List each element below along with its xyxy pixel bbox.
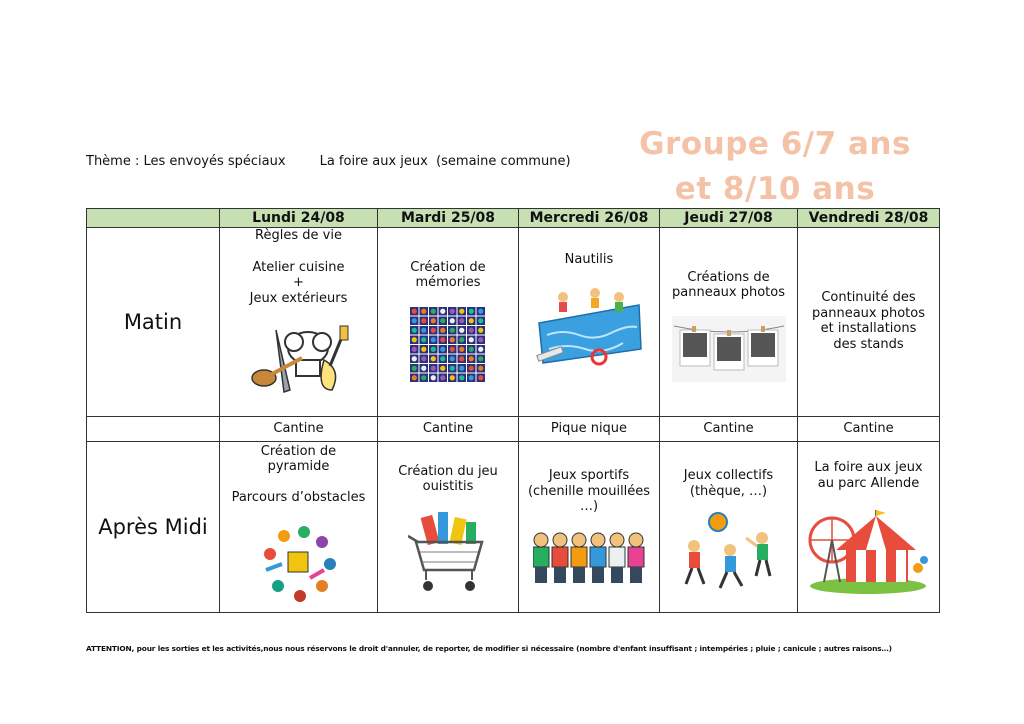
activity-cell-tue-pm: [378, 442, 519, 613]
activity-text: Création de: [410, 260, 486, 275]
lunch-cell: Cantine: [378, 417, 519, 442]
kid-figure: [571, 533, 587, 583]
memory-card-symbol: [421, 328, 426, 333]
memory-card-symbol: [431, 337, 436, 342]
memory-card-symbol: [440, 328, 445, 333]
kid-figure: [590, 533, 606, 583]
memory-card-symbol: [412, 347, 417, 352]
memory-card-symbol: [450, 375, 455, 380]
lunch-cell: Cantine: [798, 417, 940, 442]
memory-card-symbol: [478, 356, 483, 361]
memory-card-symbol: [431, 366, 436, 371]
group-title: [620, 124, 930, 214]
memory-card-symbol: [478, 375, 483, 380]
footer-notice: ATTENTION, pour les sorties et les activités,nous nous réservons le droit d'annuler, de reporter, de modifier si nécessaire (nombre d'enfant insuffisant ; intempéries ; pluie ; canicule ; autres raisons…): [86, 644, 892, 653]
photo-frames-icon: [672, 316, 786, 382]
theme-text: Thème : Les envoyés spéciaux: [86, 154, 286, 169]
activity-text: et installations: [820, 321, 917, 336]
memory-card-symbol: [412, 318, 417, 323]
header-row: [87, 209, 940, 228]
memory-card-symbol: [459, 318, 464, 323]
memory-card-symbol: [440, 356, 445, 361]
row-label-morning: Matin: [87, 228, 220, 417]
corner-cell: [87, 209, 220, 228]
memory-card-symbol: [421, 337, 426, 342]
memory-card-symbol: [421, 309, 426, 314]
memory-card-symbol: [450, 337, 455, 342]
memory-card-symbol: [412, 375, 417, 380]
memory-card-symbol: [469, 375, 474, 380]
kid-figure: [552, 533, 568, 583]
activity-text: Création de: [260, 444, 337, 459]
activity-text: +: [293, 275, 304, 290]
row-label-afternoon: Après Midi: [87, 442, 220, 613]
memory-card-symbol: [459, 356, 464, 361]
memory-card-symbol: [478, 309, 483, 314]
planning-table: [86, 208, 940, 613]
activity-cell-mon-pm: [220, 442, 378, 613]
lunch-row: [87, 417, 940, 442]
memory-card-symbol: [412, 356, 417, 361]
activity-cell-wed-pm: [519, 442, 660, 613]
activity-text: Jeux sportifs: [548, 468, 630, 483]
activity-text: Nautilis: [564, 252, 614, 267]
day-header: Jeudi 27/08: [660, 209, 798, 228]
memory-card-symbol: [440, 318, 445, 323]
memory-card-symbol: [478, 328, 483, 333]
day-header: Mercredi 26/08: [519, 209, 660, 228]
memory-card-symbol: [412, 309, 417, 314]
memory-card-symbol: [469, 347, 474, 352]
memory-card-symbol: [421, 356, 426, 361]
theme-line: [86, 154, 605, 169]
shopping-cart-icon: [408, 512, 488, 594]
kids-sports-icon: [533, 530, 645, 590]
activity-cell-thu-am: [660, 228, 798, 417]
lunch-cell: Cantine: [220, 417, 378, 442]
memory-card-symbol: [469, 309, 474, 314]
activity-text: Jeux collectifs: [683, 468, 774, 483]
memory-card-symbol: [440, 337, 445, 342]
memory-card-symbol: [469, 318, 474, 323]
memory-card-symbol: [431, 318, 436, 323]
activity-text: Continuité des: [821, 290, 916, 305]
memory-card-symbol: [459, 347, 464, 352]
memory-card-symbol: [478, 347, 483, 352]
memory-card-symbol: [450, 318, 455, 323]
memory-card-symbol: [412, 337, 417, 342]
memory-card-symbol: [469, 337, 474, 342]
activity-text: des stands: [833, 337, 904, 352]
activity-cell-wed-am: [519, 228, 660, 417]
memory-card-symbol: [478, 337, 483, 342]
activity-text: Règles de vie: [255, 228, 342, 243]
day-header: Lundi 24/08: [220, 209, 378, 228]
week-subtitle: La foire aux jeux (semaine commune): [319, 154, 571, 169]
memory-card-symbol: [431, 347, 436, 352]
cooking-tools-icon: [246, 320, 350, 400]
memory-card-symbol: [459, 366, 464, 371]
activity-text: (chenille mouillées: [527, 484, 651, 499]
activity-text: La foire aux jeux: [814, 460, 923, 475]
memory-cards-icon: [410, 307, 486, 383]
memory-card-symbol: [469, 366, 474, 371]
activity-text: mémories: [415, 275, 481, 290]
activity-text: Jeux extérieurs: [249, 291, 348, 306]
activity-text: ouistitis: [422, 479, 474, 494]
group-title-line1: Groupe 6/7 ans: [639, 126, 911, 162]
memory-card-symbol: [459, 375, 464, 380]
lunch-cell: Cantine: [660, 417, 798, 442]
kid-figure: [609, 533, 625, 583]
day-header: Mardi 25/08: [378, 209, 519, 228]
memory-card-symbol: [469, 356, 474, 361]
memory-card-symbol: [412, 328, 417, 333]
activity-text: (thèque, …): [689, 484, 768, 499]
memory-card-symbol: [478, 318, 483, 323]
memory-card-symbol: [431, 328, 436, 333]
memory-card-symbol: [431, 375, 436, 380]
memory-card-symbol: [440, 366, 445, 371]
activity-cell-tue-am: [378, 228, 519, 417]
afternoon-row: [87, 442, 940, 613]
activity-cell-fri-pm: [798, 442, 940, 613]
kid-figure: [628, 533, 644, 583]
memory-card-symbol: [450, 366, 455, 371]
memory-card-symbol: [459, 328, 464, 333]
memory-card-symbol: [440, 375, 445, 380]
memory-card-symbol: [450, 309, 455, 314]
memory-card-symbol: [478, 366, 483, 371]
group-title-line2: et 8/10 ans: [674, 171, 876, 207]
funfair-icon: [806, 510, 930, 594]
memory-card-symbol: [431, 309, 436, 314]
kids-ballgame-icon: [680, 512, 780, 592]
memory-card-symbol: [421, 318, 426, 323]
swimming-pool-icon: [533, 283, 645, 367]
activity-cell-thu-pm: [660, 442, 798, 613]
memory-card-symbol: [450, 356, 455, 361]
memory-card-symbol: [421, 366, 426, 371]
activity-text: pyramide: [267, 459, 330, 474]
memory-card-symbol: [421, 375, 426, 380]
memory-card-symbol: [450, 347, 455, 352]
kid-figure: [533, 533, 549, 583]
activity-text: Parcours d’obstacles: [231, 490, 366, 505]
memory-card-symbol: [459, 309, 464, 314]
activity-cell-mon-am: [220, 228, 378, 417]
activity-text: au parc Allende: [817, 476, 920, 491]
activity-text: panneaux photos: [812, 306, 925, 321]
memory-card-symbol: [440, 347, 445, 352]
memory-card-symbol: [459, 337, 464, 342]
activity-cell-fri-am: [798, 228, 940, 417]
morning-row: [87, 228, 940, 417]
memory-card-symbol: [431, 356, 436, 361]
day-header: Vendredi 28/08: [798, 209, 940, 228]
memory-card-symbol: [412, 366, 417, 371]
craft-supplies-icon: [260, 524, 336, 604]
activity-text: Créations de: [687, 270, 770, 285]
activity-text: Atelier cuisine: [252, 260, 345, 275]
memory-card-symbol: [440, 309, 445, 314]
memory-card-symbol: [421, 347, 426, 352]
activity-text: Création du jeu: [398, 464, 498, 479]
activity-text: panneaux photos: [672, 285, 785, 300]
lunch-cell: Pique nique: [519, 417, 660, 442]
row-label-lunch: [87, 417, 220, 442]
memory-card-symbol: [469, 328, 474, 333]
activity-text: …): [579, 499, 599, 514]
memory-card-symbol: [450, 328, 455, 333]
